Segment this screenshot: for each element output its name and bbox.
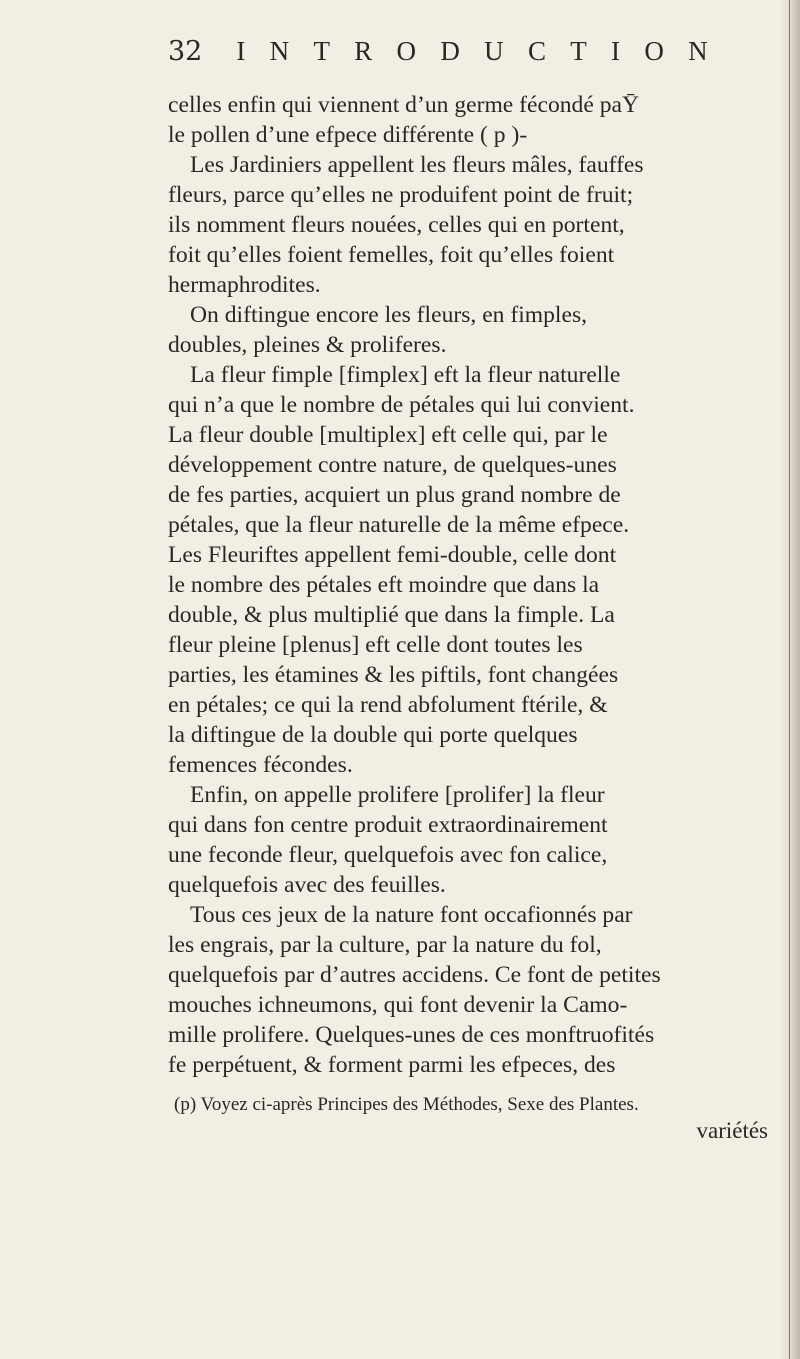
- text-line: le nombre des pétales eft moindre que dans la: [168, 572, 600, 598]
- text-line: mouches ichneumons, qui font devenir la Camo-: [168, 992, 628, 1018]
- text-line: Tous ces jeux de la nature font occafionnés par: [190, 902, 633, 928]
- text-line: On diftingue encore les fleurs, en fimples,: [190, 302, 588, 328]
- text-line: pétales, que la fleur naturelle de la même efpece.: [168, 512, 630, 538]
- text-line: Enfin, on appelle prolifere [prolifer] la fleur: [190, 782, 605, 808]
- text-line: femences fécondes.: [168, 752, 353, 778]
- body-text: [168, 90, 768, 1080]
- text-line: Les Jardiniers appellent les fleurs mâles, fauffes: [190, 152, 644, 178]
- text-line: le pollen d’une efpece différente ( p )-: [168, 122, 528, 148]
- text-line: mille prolifere. Quelques-unes de ces monftruofités: [168, 1022, 655, 1048]
- catchword: variétés: [696, 1118, 768, 1143]
- text-line: quelquefois par d’autres accidens. Ce font de petites: [168, 962, 661, 988]
- text-line: de fes parties, acquiert un plus grand nombre de: [168, 482, 621, 508]
- text-line: une feconde fleur, quelquefois avec fon calice,: [168, 842, 608, 868]
- text-line: Les Fleuriftes appellent femi-double, celle dont: [168, 542, 617, 568]
- text-line: celles enfin qui viennent d’un germe fécondé paȲ: [168, 92, 640, 118]
- text-line: qui dans fon centre produit extraordinairement: [168, 812, 608, 838]
- text-line: La fleur fimple [fimplex] eft la fleur naturelle: [190, 362, 621, 388]
- text-line: en pétales; ce qui la rend abfolument ftérile, &: [168, 692, 608, 718]
- book-page: [168, 36, 768, 1144]
- text-line: La fleur double [multiplex] eft celle qui, par le: [168, 422, 608, 448]
- text-line: les engrais, par la culture, par la nature du fol,: [168, 932, 602, 958]
- text-line: la diftingue de la double qui porte quelques: [168, 722, 578, 748]
- text-line: ils nomment fleurs nouées, celles qui en portent,: [168, 212, 625, 238]
- footnote: (p) Voyez ci-après Principes des Méthodes, Sexe des Plantes.: [174, 1094, 639, 1115]
- text-line: quelquefois avec des feuilles.: [168, 872, 446, 898]
- running-title: INTRODUCTION: [236, 36, 732, 66]
- text-line: fe perpétuent, & forment parmi les efpeces, des: [168, 1052, 616, 1078]
- running-header: [168, 36, 768, 90]
- text-line: parties, les étamines & les piftils, font changées: [168, 662, 619, 688]
- page-number: 32: [168, 36, 203, 67]
- page-edge: [782, 0, 800, 1359]
- text-line: fleurs, parce qu’elles ne produifent point de fruit;: [168, 182, 634, 208]
- page-edge-line: [789, 0, 790, 1359]
- text-line: foit qu’elles foient femelles, foit qu’elles foient: [168, 242, 615, 268]
- text-line: développement contre nature, de quelques-unes: [168, 452, 617, 478]
- text-line: doubles, pleines & proliferes.: [168, 332, 447, 358]
- text-line: double, & plus multiplié que dans la fimple. La: [168, 602, 615, 628]
- text-line: hermaphrodites.: [168, 272, 321, 298]
- text-line: qui n’a que le nombre de pétales qui lui convient.: [168, 392, 635, 418]
- text-line: fleur pleine [plenus] eft celle dont toutes les: [168, 632, 583, 658]
